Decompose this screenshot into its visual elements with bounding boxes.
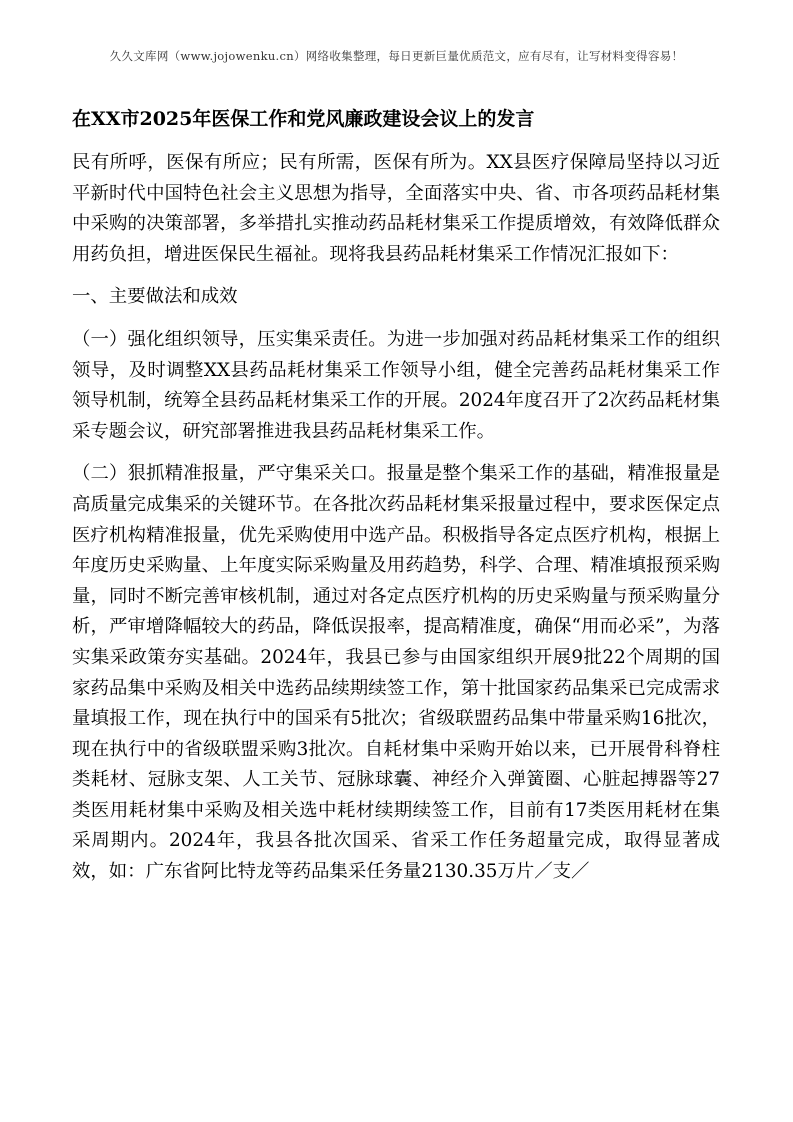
site-header-note: 久久文库网（www.jojowenku.cn）网络收集整理，每日更新巨量优质范文，应有尽有，让写材料变得容易！ — [109, 49, 684, 63]
paragraph-organization: （一）强化组织领导，压实集采责任。为进一步加强对药品耗材集采工作的组织领导，及时调整XX县药品耗材集采工作领导小组，健全完善药品耗材集采工作领导机制，统筹全县药品耗材集采工作的开展。2024年度召开了2次药品耗材集采专题会议，研究部署推进我县药品耗材集采工作。 — [72, 328, 720, 442]
paragraph-reporting: （二）狠抓精准报量，严守集采关口。报量是整个集采工作的基础，精准报量是高质量完成集采的关键环节。在各批次药品耗材集采报量过程中，要求医保定点医疗机构精准报量，优先采购使用中选产品。积极指导各定点医疗机构，根据上年度历史采购量、上年度实际采购量及用药趋势，科学、合理、精准填报预采购量，同时不断完善审核机制，通过对各定点医疗机构的历史采购量与预采购量分析，严审增降幅较大的药品，降低误报率，提高精准度，确保“用而必采”，为落实集采政策夯实基础。2024年，我县已参与由国家组织开展9批22个周期的国家药品集中采购及相关中选药品续期续签工作，第十批国家药品集采已完成需求量填报工作，现在执行中的国采有5批次；省级联盟药品集中带量采购16批次，现在执行中的省级联盟采购3批次。自耗材集中采购开始以来，已开展骨科脊柱类耗材、冠脉支架、人工关节、冠脉球囊、神经介入弹簧圈、心脏起搏器等27类医用耗材集中采购及相关选中耗材续期续签工作，目前有17类医用耗材在集采周期内。2024年，我县各批次国采、省采工作任务超量完成，取得显著成效，如：广东省阿比特龙等药品集采任务量2130.35万片／支／ — [72, 463, 720, 883]
document-body — [72, 148, 720, 900]
intro-paragraph: 民有所呼，医保有所应；民有所需，医保有所为。XX县医疗保障局坚持以习近平新时代中国特色社会主义思想为指导，全面落实中央、省、市各项药品耗材集中采购的决策部署，多举措扎实推动药品耗材集采工作提质增效，有效降低群众用药负担，增进医保民生福祉。现将我县药品耗材集采工作情况汇报如下： — [72, 152, 720, 265]
document-title: 在XX市2025年医保工作和党风廉政建设会议上的发言 — [72, 108, 535, 130]
section-heading: 一、主要做法和成效 — [72, 286, 238, 308]
